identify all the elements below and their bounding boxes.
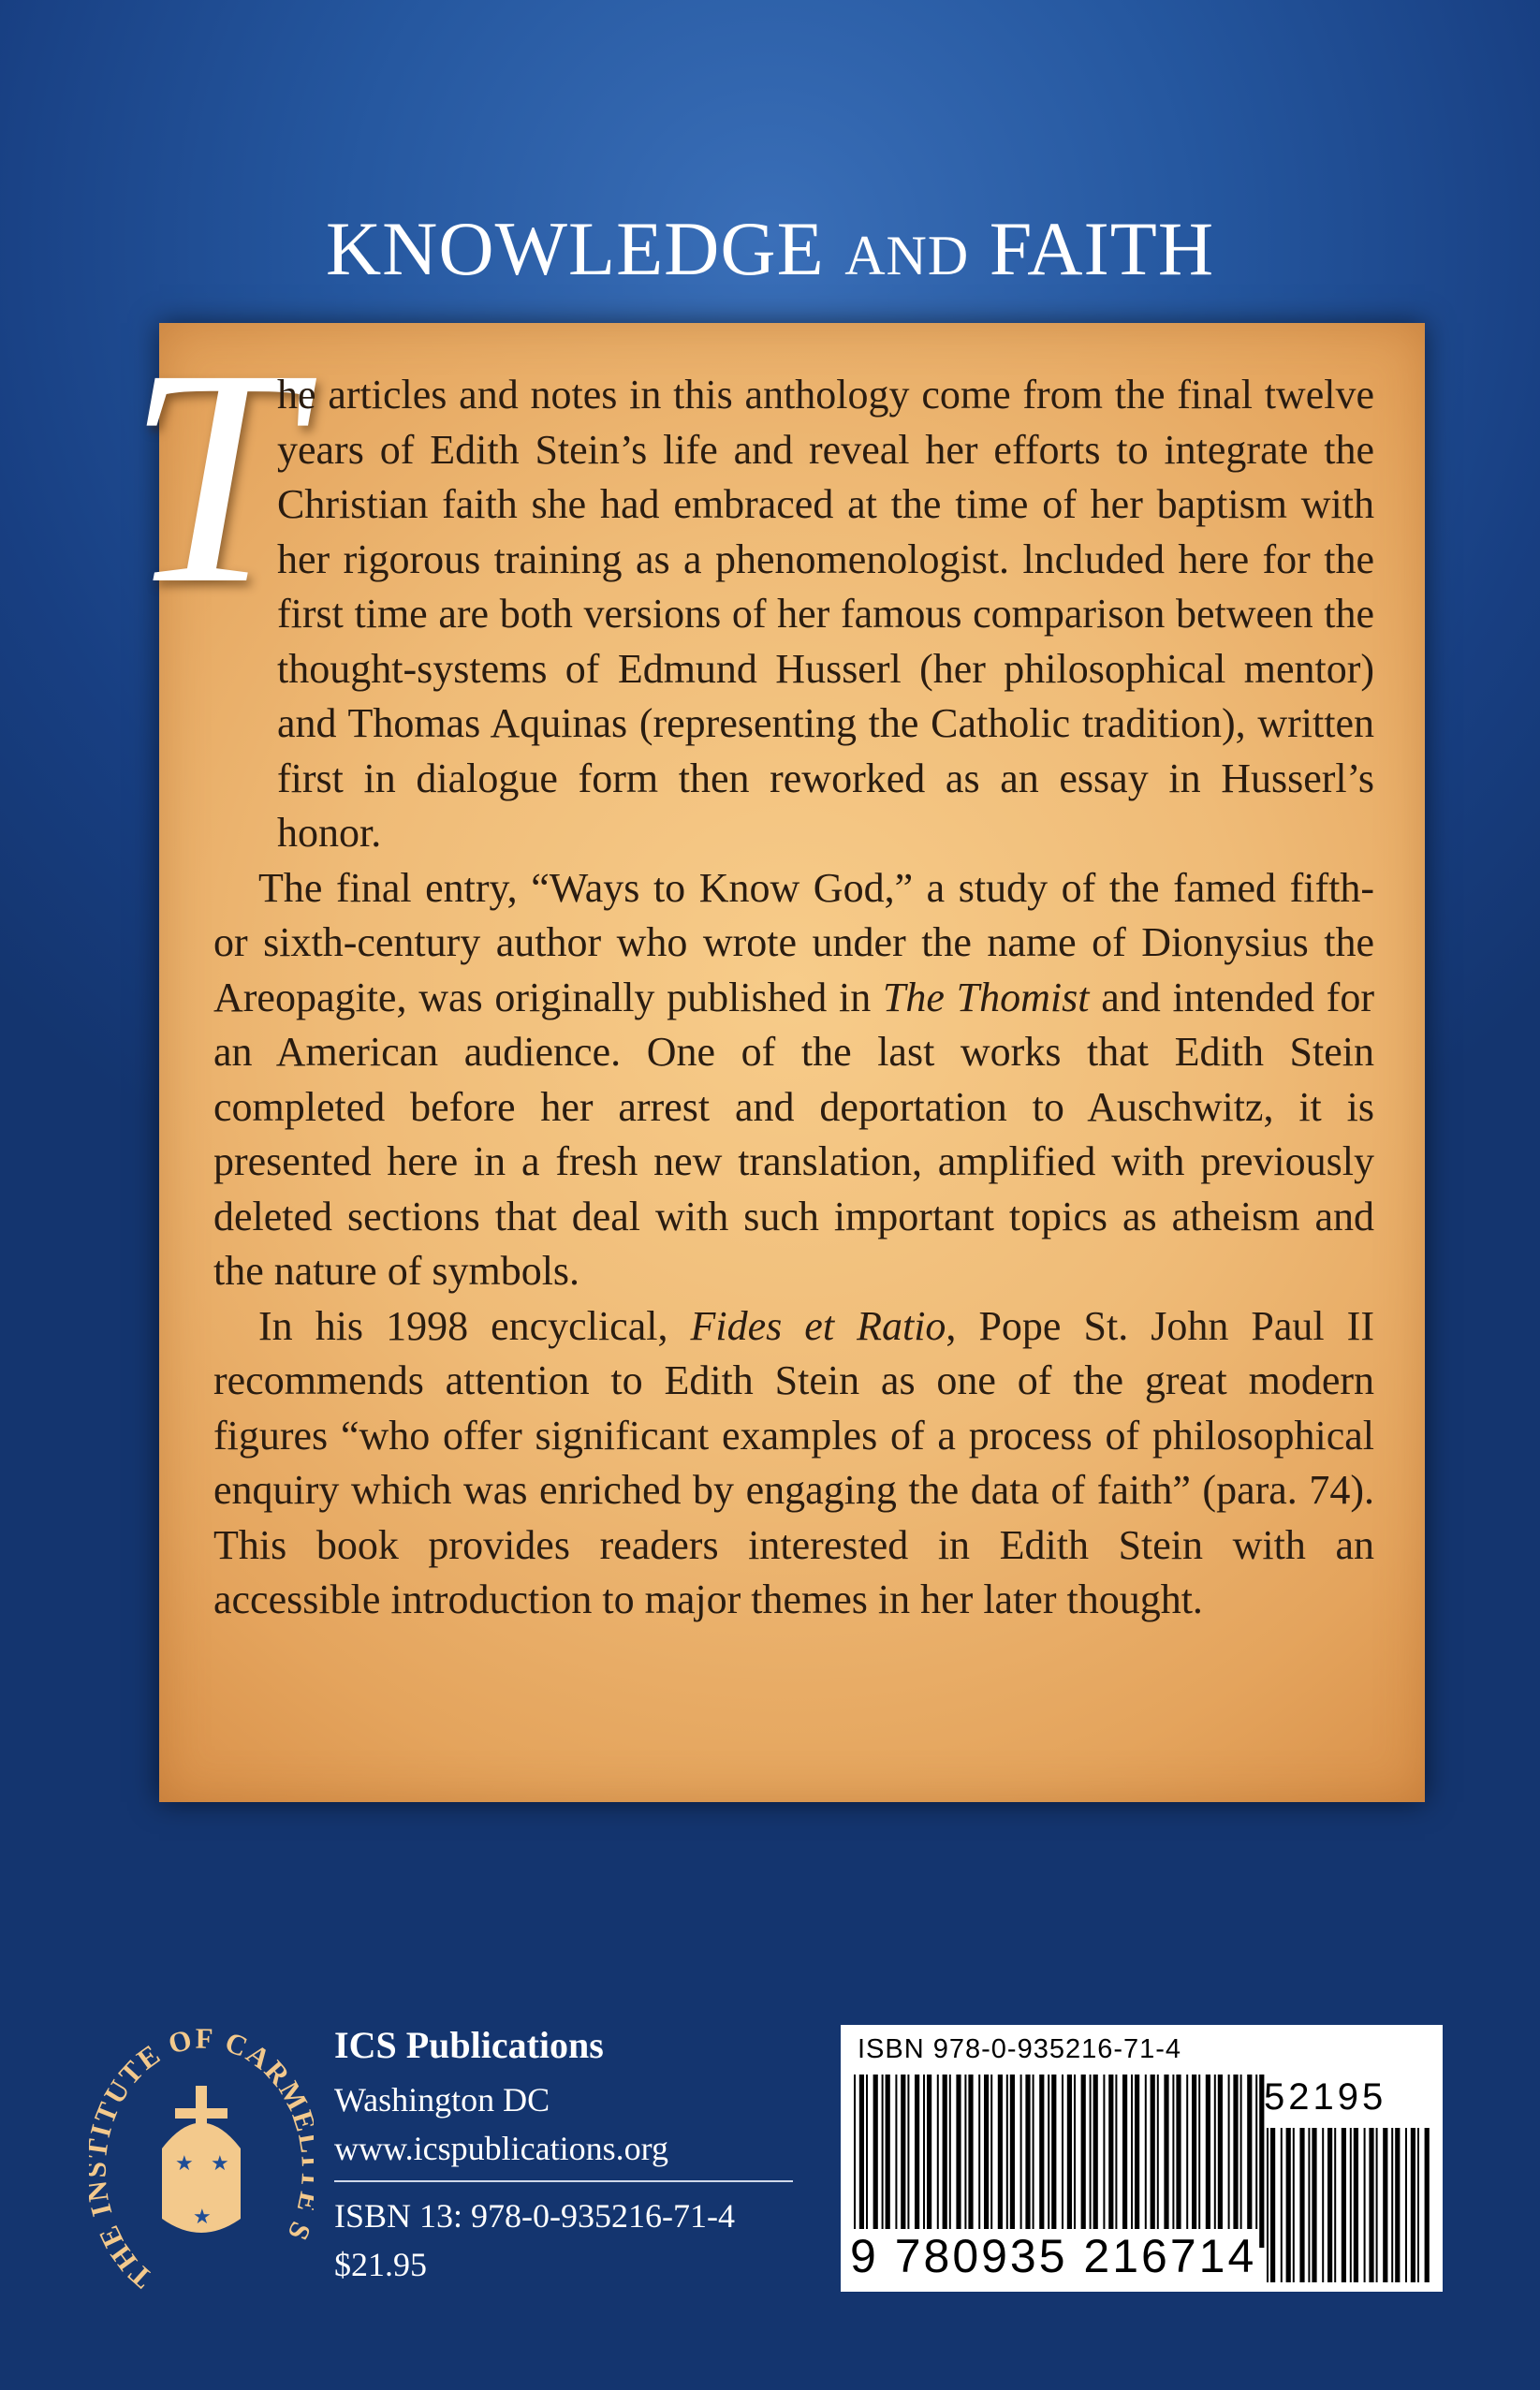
title-word-faith: FAITH [989,206,1215,291]
barcode-bar [949,2075,951,2248]
barcode-bar [1312,2128,1316,2282]
barcode-bar [907,2075,909,2248]
barcode-bar [1218,2075,1223,2248]
barcode-bar [1354,2128,1358,2282]
price-barcode [1267,2128,1435,2282]
barcode-bar [1240,2075,1242,2248]
barcode-bar [1006,2075,1008,2248]
barcode-bar [1376,2128,1378,2282]
barcode-bar [1350,2128,1352,2282]
barcode-bar [1405,2128,1407,2282]
barcode-bar [859,2075,864,2248]
barcode-bar [882,2075,884,2248]
barcode-bar [998,2075,1003,2248]
barcode-bar [984,2075,989,2248]
divider [334,2180,793,2182]
barcode-bar [1411,2128,1415,2282]
barcode-bar [1281,2128,1283,2282]
barcode-bar [990,2075,992,2248]
barcode-bar [866,2075,868,2248]
title-word-knowledge: KNOWLEDGE [325,206,825,291]
barcode-bar [937,2075,939,2248]
publisher-city: Washington DC [334,2081,550,2119]
barcode-bar [1342,2128,1346,2282]
paragraph-1 [213,368,1374,861]
barcode-bar [1198,2075,1200,2248]
barcode-bar [1233,2075,1238,2248]
barcode-bar [886,2075,890,2248]
barcode-bar [1176,2075,1181,2248]
barcode-bar [927,2075,931,2248]
svg-text:★: ★ [193,2206,212,2229]
paragraph-2 [213,861,1374,1299]
barcode-bar [1081,2075,1086,2248]
barcode-bar [1122,2075,1127,2248]
barcode-bar [1067,2075,1072,2248]
barcode-bar [1108,2075,1113,2248]
barcode-bar [1145,2075,1147,2248]
barcode-bar [1051,2075,1056,2248]
barcode-bar [968,2075,973,2248]
encyclical-title: Fides et Ratio [690,1302,946,1349]
publisher-name: ICS Publications [334,2024,604,2066]
barcode-bar [1299,2128,1304,2282]
barcode-bar [1267,2128,1269,2282]
barcode-bar [1033,2075,1034,2248]
barcode-bar [1308,2128,1310,2282]
isbn-barcode [854,2075,1266,2248]
barcode-bar [964,2075,966,2248]
barcode-bar [1020,2075,1022,2248]
barcode-bar [956,2075,961,2248]
barcode-bar [1157,2075,1159,2248]
paragraph-3 [213,1299,1374,1628]
barcode-bar [1093,2075,1098,2248]
title-word-and: AND [844,225,970,286]
barcode-bar [1103,2075,1105,2248]
barcode-bar [1048,2075,1049,2248]
barcode-bar [1334,2128,1336,2282]
barcode-bar [1391,2128,1393,2282]
paragraph-2-text-a: The final entry, “Ways to Know God,” a study of the famed fifth- or sixth-century author who wrote under the name of Dionysius the Areopagite, was originally published in [213,864,1374,1020]
barcode-bar [1228,2075,1230,2248]
paragraph-3-text-b: , Pope St. John Paul II recommends attention to Edith Stein as one of the great modern figures “who offer significant examples of a process of philosophical enquiry which was enriched by engaging the data of faith” (para. 74). This book provides readers interested in Edith Stein with an accessible introduction to major themes in her later thought. [213,1302,1374,1622]
publisher-website[interactable]: www.icspublications.org [334,2130,668,2167]
barcode-bar [1369,2128,1373,2282]
barcode-bar [895,2075,897,2248]
barcode-bar [1322,2128,1324,2282]
barcode-bar [1417,2128,1419,2282]
barcode-bar [1010,2075,1015,2248]
barcode-digits: 9 780935 216714 [850,2230,1257,2282]
paragraph-1-text: he articles and notes in this anthology come from the final twelve years of Edith Stein’s life and reveal her efforts to integrate the Christian faith she had embraced at the time of her baptism with her rigorous training as a phenomenologist. lncluded here for the first time are both versions of her famous comparison between the thought-systems of Edmund Husserl (her philosophical mentor) and Thomas Aquinas (representing the Catholic tradition), written first in dialogue form then reworked as an essay in Husserl’s honor. [277,372,1374,856]
barcode-bar [1286,2128,1291,2282]
barcode-bar [1025,2075,1030,2248]
barcode-bar [1247,2075,1252,2248]
barcode-bar [1206,2075,1210,2248]
barcode-bar [1172,2075,1174,2248]
barcode-bar [1164,2075,1168,2248]
barcode-bar [1192,2075,1196,2248]
barcode-bar [1039,2075,1044,2248]
barcode-bar [1186,2075,1188,2248]
book-title [0,206,1540,291]
barcode-bar [943,2075,947,2248]
barcode-bar [854,2075,856,2248]
barcode-bar [873,2075,878,2248]
barcode-bar [1062,2075,1063,2248]
book-price: $21.95 [334,2246,427,2283]
barcode-box [841,2025,1443,2292]
publisher-isbn: ISBN 13: 978-0-935216-71-4 [334,2197,735,2235]
paragraph-3-text-a: In his 1998 encyclical, [258,1302,691,1349]
publisher-info [334,2024,793,2296]
barcode-bar [923,2075,925,2248]
svg-text:★: ★ [175,2152,194,2176]
barcode-bar [978,2075,980,2248]
barcode-bar [1293,2128,1295,2282]
book-description [213,368,1374,1628]
barcode-bar [1364,2128,1366,2282]
barcode-bar [1074,2075,1076,2248]
barcode-bar [901,2075,905,2248]
barcode-bar [1327,2128,1332,2282]
price-code: 52195 [1264,2076,1387,2118]
barcode-bar [1135,2075,1139,2248]
barcode-bar [1425,2128,1430,2282]
drop-cap-letter: T [126,306,299,648]
barcode-bar [1383,2128,1387,2282]
journal-title: The Thomist [882,974,1090,1020]
barcode-bar [1395,2128,1400,2282]
barcode-isbn-label: ISBN 978-0-935216-71-4 [858,2034,1182,2064]
svg-text:★: ★ [211,2152,229,2176]
barcode-bar [1214,2075,1216,2248]
barcode-bar [1255,2075,1257,2248]
seal-ring-text: THE TUTE OF CARM [89,2021,314,2295]
barcode-bar [1151,2075,1155,2248]
barcode-bar [1090,2075,1092,2248]
barcode-bar [915,2075,919,2248]
paragraph-2-text-b: and intended for an American audience. One of the last works that Edith Stein completed before her arrest and deportation to Auschwitz, it is presented here in a fresh new translation, amplified with previously deleted sections that deal with such important topics as atheism and the nature of symbols. [213,974,1374,1294]
barcode-bar [1115,2075,1117,2248]
ics-seal-logo [89,2003,314,2312]
barcode-bar [1270,2128,1275,2282]
seal-icon [89,2003,314,2312]
barcode-bar [1131,2075,1133,2248]
